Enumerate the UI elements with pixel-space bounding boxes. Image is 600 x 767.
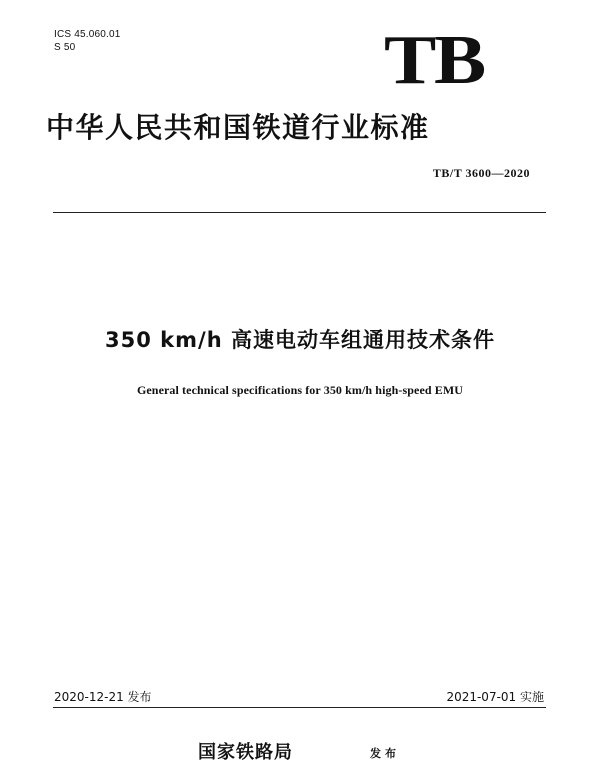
issue-date: 2020-12-21 发布 [54,690,152,704]
document-title-chinese: 350 km/h 高速电动车组通用技术条件 [105,328,495,352]
classification-codes [54,28,121,54]
footer-divider [53,707,546,708]
publisher-name: 国家铁路局 [198,742,293,763]
document-title-english: General technical specifications for 350 km/h high-speed EMU [136,383,464,397]
ics-code: ICS 45.060.01 [54,29,121,40]
standard-code: TB/T 3600—2020 [432,166,530,180]
publisher-suffix: 发布 [370,747,400,760]
effective-date: 2021-07-01 实施 [446,690,544,704]
ccs-code: S 50 [54,42,76,53]
header-divider [53,212,546,213]
tb-logo: TB [384,22,485,99]
standard-category: 中华人民共和国铁道行业标准 [46,111,430,144]
